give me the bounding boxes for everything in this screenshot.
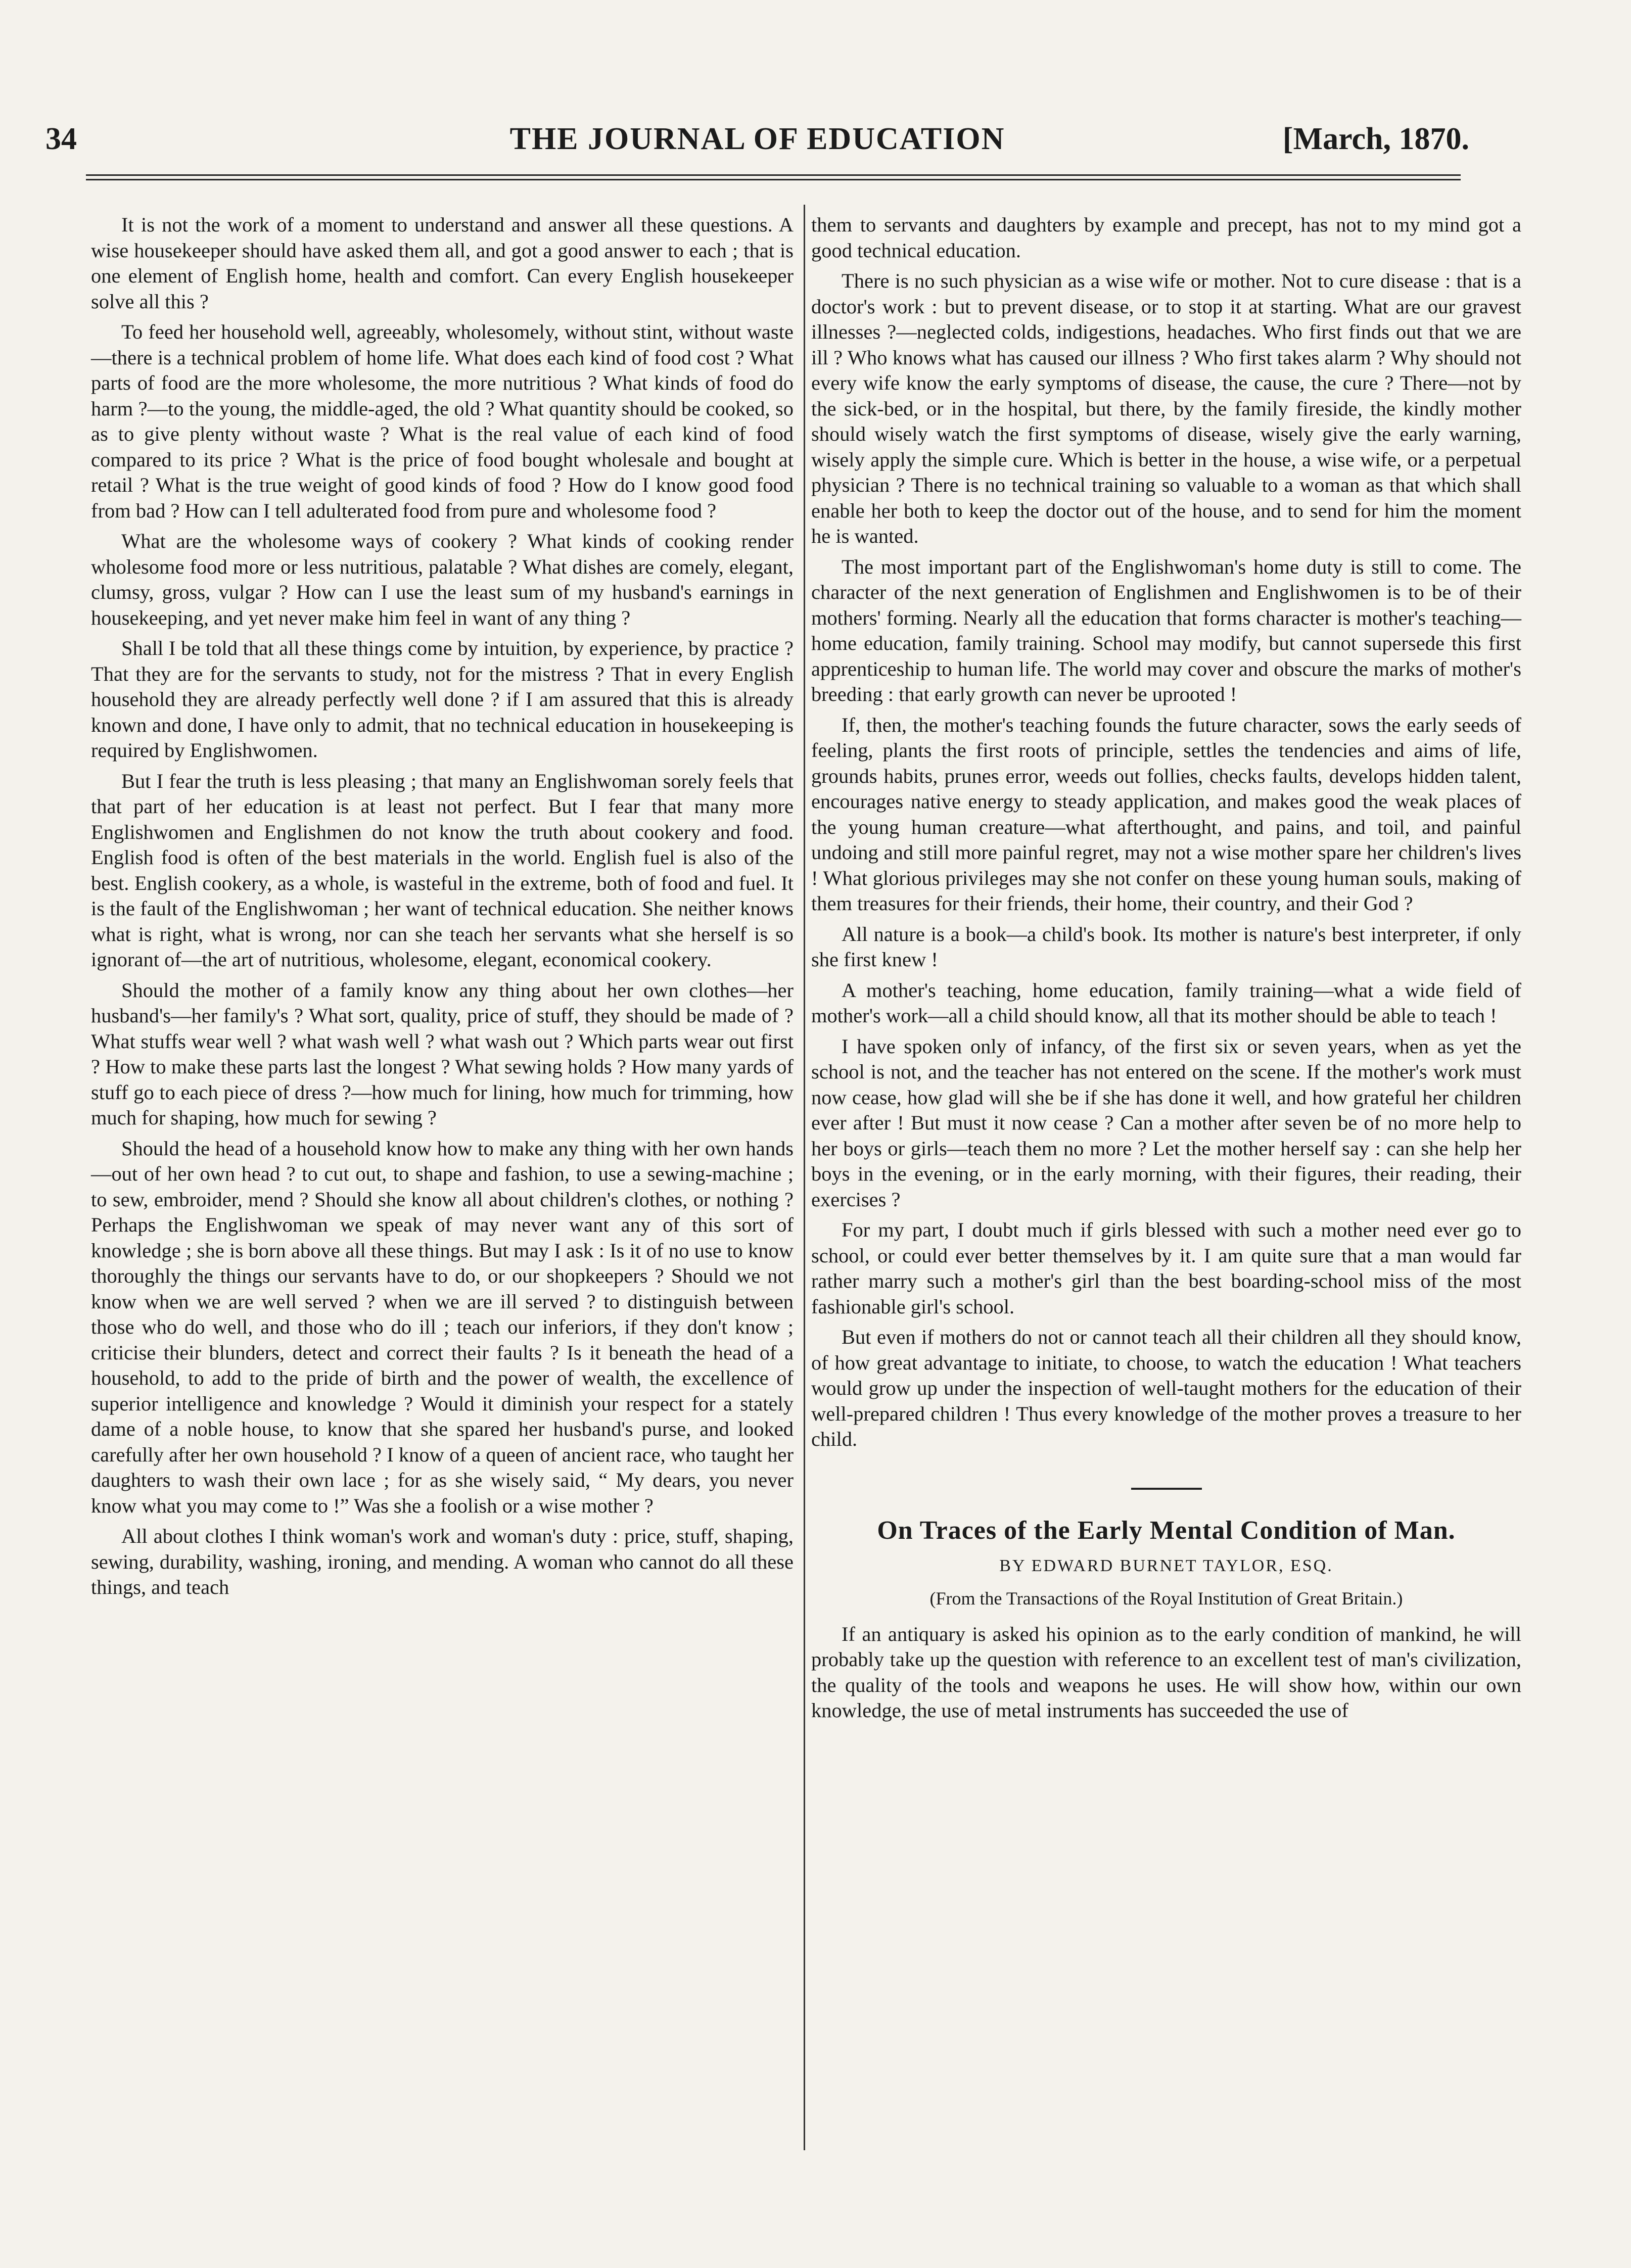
right-column [811,212,1521,1729]
column-divider [804,205,805,2150]
article-source: (From the Transactions of the Royal Institution of Great Britain.) [929,1588,1403,1609]
page-header [45,121,1469,162]
journal-title: THE JOURNAL OF EDUCATION [509,122,1005,156]
paragraph: If, then, the mother's teaching founds the future character, sows the early seeds of feeling, plants the first roots of principle, settles the tendencies and aims of life, grounds habits, prunes error, weeds out follies, checks faults, develops hidden talent, encourages native energy to steady application, and makes good the weak places of the young human creature—what afterthought, and pains, and toil, and painful undoing and still more painful regret, may not a wise mother spare her children's lives ! What glorious privileges may she not confer on these young human souls, making of them treasures for their friends, their home, their country, and their God ? [811,713,1521,915]
paragraph: There is no such physician as a wise wife or mother. Not to cure disease : that is a doctor's work : but to prevent disease, or to stop it at starting. What are our gravest illnesses ?—neglected colds, indigestions, headaches. Who first finds out that we are ill ? Who knows what has caused our illness ? Who first takes alarm ? Why should not every wife know the early symptoms of disease, the cause, the cure ? There—not by the sick-bed, or in the hospital, but there, by the family fireside, the kindly mother should wisely watch the first symptoms of disease, wisely give the early warning, wisely apply the simple cure. Which is better in the house, a wise wife, or a perpetual physician ? There is no technical training so valuable to a woman as that which shall enable her both to keep the doctor out of the house, and to send for him the moment he is wanted. [811,269,1521,547]
paragraph: them to servants and daughters by example and precept, has not to my mind got a good technical education. [811,213,1521,262]
paragraph: For my part, I doubt much if girls blessed with such a mother need ever go to school, or could ever better themselves by it. I am quite sure that a man would far rather marry such a mother's girl than the best boarding-school miss of the most fashionable girl's school. [811,1218,1521,1318]
paragraph: To feed her household well, agreeably, wholesomely, without stint, without waste—there is a technical problem of home life. What does each kind of food cost ? What parts of food are the more wholesome, the more nutritious ? What kinds of food do harm ?—to the young, the middle-aged, the old ? What quantity should be cooked, so as to give plenty without waste ? What is the real value of each kind of food compared to its price ? What is the price of food bought wholesale and bought at retail ? What is the true weight of good kinds of food ? How do I know good food from bad ? How can I tell adulterated food from pure and wholesome food ? [91,320,794,522]
page-number: 34 [45,122,77,156]
paragraph: I have spoken only of infancy, of the first six or seven years, when as yet the school is not, and the teacher has not entered on the scene. If the mother's work must now cease, how glad will she be if she has done it well, and how grateful her children ever after ! But must it now cease ? Can a mother after seven be of no more help to her boys or girls—teach them no more ? Let the mother herself say : can she help her boys in the evening, or in the early morning, with their figures, their reading, their exercises ? [811,1034,1521,1211]
paragraph: The most important part of the Englishwoman's home duty is still to come. The character of the next generation of Englishmen and Englishwomen is to be of their mothers' forming. Nearly all the education that forms character is mother's teaching—home education, family training. School may modify, but cannot supersede this first apprenticeship to human life. The world may cover and obscure the marks of mother's breeding : that early growth can never be uprooted ! [811,555,1521,705]
left-column [91,212,794,1605]
section-separator [1131,1488,1202,1490]
article-title: On Traces of the Early Mental Condition of Man. [877,1516,1456,1545]
paragraph: If an antiquary is asked his opinion as to the early condition of mankind, he will probably take up the question with reference to an excellent test of man's civilization, the quality of the tools and weapons he uses. He will show how, within our own knowledge, the use of metal instruments has succeeded the use of [811,1622,1521,1722]
paragraph: A mother's teaching, home education, family training—what a wide field of mother's work—all a child should know, all that its mother should be able to teach ! [811,978,1521,1027]
paragraph: What are the wholesome ways of cookery ? What kinds of cooking render wholesome food more or less nutritious, palatable ? What dishes are comely, elegant, clumsy, gross, vulgar ? How can I use the least sum of my husband's earnings in housekeeping, and yet never make him feel in want of any thing ? [91,530,794,629]
header-double-rule [86,174,1461,180]
issue-date: [March, 1870. [1282,122,1469,156]
paragraph: But I fear the truth is less pleasing ; that many an Englishwoman sorely feels that that part of her education is at least not perfect. But I fear that many more Englishwomen and Englishmen do not know the truth about cookery and food. English food is often of the best materials in the world. English fuel is also of the best. English cookery, as a whole, is wasteful in the extreme, both of food and fuel. It is the fault of the Englishwoman ; her want of technical education. She neither knows what is right, what is wrong, nor can she teach her servants what she herself is so ignorant of—the art of nutritious, wholesome, elegant, economical cookery. [91,769,794,971]
paragraph: Shall I be told that all these things come by intuition, by experience, by practice ? That they are for the servants to study, not for the mistress ? That in every English household they are already perfectly well done ? if I am assured that this is already known and done, I have only to admit, that no technical education in housekeeping is required by Englishwomen. [91,637,794,762]
paragraph: But even if mothers do not or cannot teach all their children all they should know, of how great advantage to initiate, to choose, to watch the education ! What teachers would grow up under the inspection of well-taught mothers for the education of their well-prepared children ! Thus every knowledge of the mother proves a treasure to her child. [811,1326,1521,1450]
paragraph: Should the mother of a family know any thing about her own clothes—her husband's—her family's ? What sort, quality, price of stuff, they should be made of ? What stuffs wear well ? what wash well ? what wash out ? Which parts wear out first ? How to make these parts last the longest ? What sewing holds ? How many yards of stuff go to each piece of dress ?—how much for lining, how much for trimming, how much for shaping, how much for sewing ? [91,978,794,1129]
article-author: BY EDWARD BURNET TAYLOR, ESQ. [999,1556,1333,1575]
paragraph: All nature is a book—a child's book. Its mother is nature's best interpreter, if only she first knew ! [811,922,1521,971]
paragraph: It is not the work of a moment to understand and answer all these questions. A wise housekeeper should have asked them all, and got a good answer to each ; that is one element of English home, health and comfort. Can every English housekeeper solve all this ? [91,213,794,313]
paragraph: All about clothes I think woman's work and woman's duty : price, stuff, shaping, sewing, durability, washing, ironing, and mending. A woman who cannot do all these things, and teach [91,1525,794,1598]
paragraph: Should the head of a household know how to make any thing with her own hands—out of her own head ? to cut out, to shape and fashion, to use a sewing-machine ; to sew, embroider, mend ? Should she know all about children's clothes, or nothing ? Perhaps the Englishwoman we speak of may never want any of this sort of knowledge ; she is born above all these things. But may I ask : Is it of no use to know thoroughly the things our servants have to do, or our shopkeepers ? Should we not know when we are well served ? when we are ill served ? to distinguish between those who do well, and those who do ill ; teach our inferiors, if they don't know ; criticise their blunders, detect and correct their faults ? Is it beneath the head of a household, to add to the pride of birth and the power of wealth, the excellence of superior intelligence and knowledge ? Would it diminish your respect for a stately dame of a noble house, to know that she spared her husband's purse, and looked carefully after her own household ? I know of a queen of ancient race, who taught her daughters to wash their own lace ; for as she wisely said, “ My dears, you never know what you may come to !” Was she a foolish or a wise mother ? [91,1137,794,1517]
